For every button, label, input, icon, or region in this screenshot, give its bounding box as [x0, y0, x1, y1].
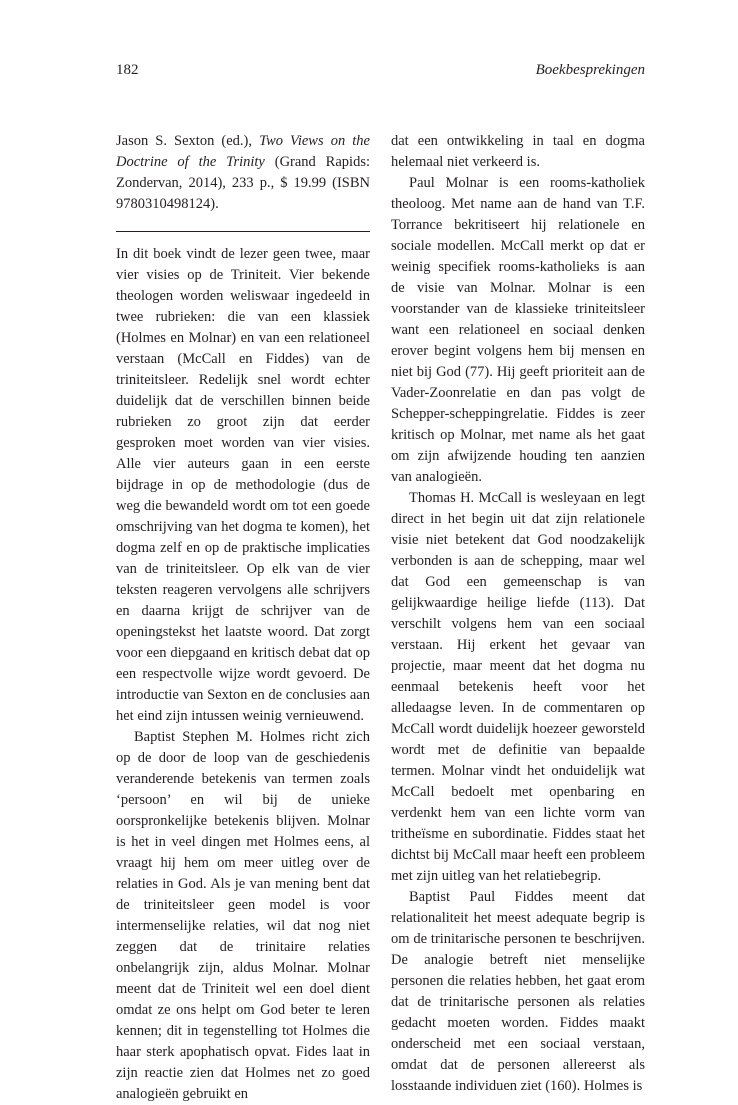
left-column: [116, 131, 370, 1105]
running-head: Boekbesprekingen: [535, 62, 645, 78]
citation-divider: [116, 231, 370, 232]
paragraph: dat een ontwikkeling in taal en dogma helemaal niet verkeerd is.: [391, 133, 645, 170]
right-column: [391, 131, 645, 1097]
paragraph: Baptist Stephen M. Holmes richt zich op de door de loop van de geschiedenis veranderende betekenis van termen zoals ‘persoon’ en wil bij de unieke oorspronkelijke betekenis blijven. Molnar is het in veel dingen met Holmes eens, al vraagt hij hem om meer uitleg over de relaties in God. Als je van mening bent dat de triniteitsleer geen model is voor intermenselijke relaties, wil dat nog niet zeggen dat de trinitaire relaties onbelangrijk zijn, aldus Molnar. Molnar meent dat de Triniteit wel een doel dient omdat ze ons helpt om God beter te leren kennen; dit in tegenstelling tot Holmes die haar sterk apophatisch opvat. Fides laat in zijn reactie zien dat Holmes net zo goed analogieën gebruikt en: [116, 729, 370, 1102]
book-citation: [116, 131, 370, 215]
paragraph: Baptist Paul Fiddes meent dat relationaliteit het meest adequate begrip is om de trinitarische personen te beschrijven. De analogie betreft niet menselijke personen die relaties hebben, het gaat erom dat de trinitarische personen als relaties gedacht moeten worden. Fiddes maakt onderscheid met een sociaal verstaan, omdat dat de personen allereerst als losstaande individuen ziet (160). Holmes is: [391, 889, 645, 1094]
citation-publication: (Grand Rapids: Zondervan, 2014), 233 p., $ 19.99 (ISBN 9780310498124).: [116, 154, 370, 212]
citation-title: Two Views on the Doctrine of the Trinity: [116, 133, 370, 170]
paragraph: Paul Molnar is een rooms-katholiek theoloog. Met name aan de hand van T.F. Torrance bekritiseert hij relationele en sociale modellen. McCall merkt op dat er weinig specifiek rooms-katholieks is aan de visie van Molnar. Molnar is een voorstander van de klassieke triniteitsleer want een relationeel en sociaal denken erover begint volgens hem bij mensen en niet bij God (77). Hij geeft prioriteit aan de Vader-Zoonrelatie en dan pas volgt de Schepper-scheppingrelatie. Fiddes is zeer kritisch op Molnar, met name als het gaat om zijn afwijzende houding ten aanzien van analogieën.: [391, 175, 645, 485]
page-number: 182: [116, 62, 139, 78]
citation-author: Jason S. Sexton (ed.),: [116, 133, 260, 149]
paragraph: In dit boek vindt de lezer geen twee, maar vier visies op de Triniteit. Vier bekende theologen worden weliswaar ingedeeld in twee rubrieken: die van een klassiek (Holmes en Molnar) en van een relationeel verstaan (McCall en Fiddes) van de triniteitsleer. Redelijk snel wordt echter duidelijk dat de verschillen binnen beide rubrieken zo groot zijn dat eerder gesproken moet worden van vier visies. Alle vier auteurs gaan in een eerste bijdrage in op de methodologie (dus de weg die bewandeld wordt om tot een goede omschrijving van het dogma te komen), het dogma zelf en op de praktische implicaties van de triniteitsleer. Op elk van de vier teksten reageren vervolgens alle schrijvers en daarna krijgt de schrijver van de openingstekst het laatste woord. Dat zorgt voor een diepgaand en kritisch debat dat op een respectvolle wijze wordt gevoerd. De introductie van Sexton en de conclusies aan het eind zijn intussen weinig vernieuwend.: [116, 246, 370, 724]
paragraph: Thomas H. McCall is wesleyaan en legt direct in het begin uit dat zijn relationele visie niet betekent dat God noodzakelijk verbonden is aan de schepping, maar wel dat God een gemeenschap is van gelijkwaardige heilige liefde (113). Dat verschilt volgens hem van een sociaal verstaan. Hij erkent het gevaar van projectie, maar meent dat het dogma nu eenmaal betekenis heeft voor het alledaagse leven. In de commentaren op McCall wordt duidelijk hoezeer geworsteld wordt met de definitie van bepaalde termen. Molnar vindt het onduidelijk wat McCall bedoelt met openbaring en verdenkt hem van een lichte vorm van tritheïsme en subordinatie. Fiddes staat het dichtst bij McCall maar heeft een probleem met zijn uitleg van het relatiebegrip.: [391, 490, 645, 884]
